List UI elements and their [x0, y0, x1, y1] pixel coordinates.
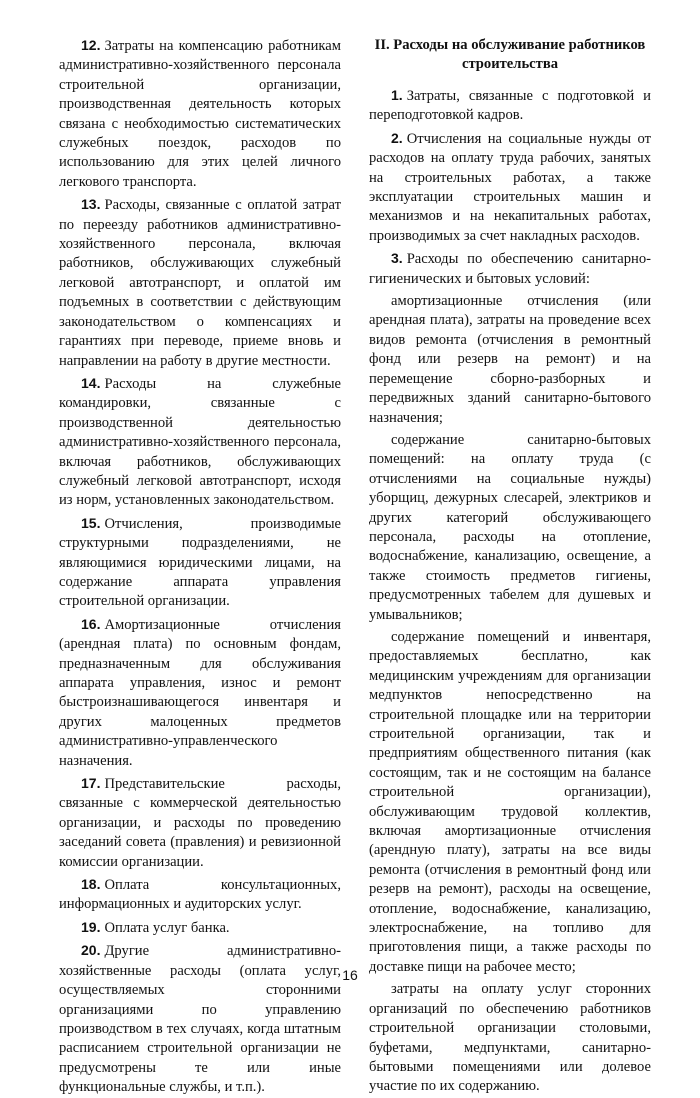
item-text: Расходы на служебные командировки, связанные с производственной деятельностью административно-хозяйственного персонала, включая работников, обслуживающих служебный легковой автотранспорт, исходя из норм, установленных законодательством.	[59, 375, 341, 509]
section-item-3	[369, 249, 651, 289]
item-number: 12.	[81, 37, 101, 53]
item-13	[59, 195, 341, 371]
item-text: Оплата консультационных, информационных и аудиторских услуг.	[59, 877, 341, 913]
item-number: 3.	[391, 250, 403, 267]
right-column	[369, 36, 651, 1097]
item-number: 15.	[81, 514, 101, 531]
subparagraph: содержание помещений и инвентаря, предоставляемых бесплатно, как медицинским учреждениям для организации медпунктов непосредственно на строительной площадке или на территории строительной организации, так и предприятиям общественного питания (как состоящим, так и не состоящим на балансе строительной организации), обслуживающим трудовой коллектив, включая амортизационные отчисления (арендную плату), затраты на все виды ремонта (отчисления в ремонтный фонд или резерв на ремонт), расходы на освещение, отопление, водоснабжение, канализацию, электроснабжение, на топливо для приготовления пищи, а также расходы по доставке пищи на рабочее место;	[369, 628, 651, 975]
item-text: Амортизационные отчисления (арендная плата) по основным фондам, предназначенным для обслуживания аппарата управления, износ и ремонт быстроизнашивающегося инвентаря и других малоценных предметов административно-управленческого назначения.	[59, 616, 341, 769]
subparagraph: амортизационные отчисления (или арендная плата), затраты на проведение всех видов ремонта (отчисления в ремонтный фонд или резерв на ремонт) и на перемещение сборно-разборных и передвижных зданий санитарно-бытового назначения;	[369, 293, 651, 426]
item-number: 1.	[391, 87, 403, 103]
item-number: 16.	[81, 615, 101, 632]
item-text: Отчисления, производимые структурными подразделениями, не являющимися юридическими лицами, на содержание аппарата управления строительной организации.	[59, 515, 341, 610]
item-16	[59, 615, 341, 771]
item-text: Затраты, связанные с подготовкой и переподготовкой кадров.	[369, 88, 651, 124]
subparagraph: затраты на оплату услуг сторонних организаций по обеспечению работников строительной организации столовыми, буфетами, медпунктами, санитарно-бытовыми помещениями или долевое участие по их содержанию.	[369, 981, 651, 1095]
item-20	[59, 941, 341, 1097]
left-column	[59, 36, 341, 1098]
section-title: II. Расходы на обслуживание работников строительства	[374, 37, 646, 72]
item-number: 18.	[81, 876, 101, 893]
item-15	[59, 514, 341, 612]
page-number: 16	[342, 967, 358, 983]
item-17	[59, 774, 341, 872]
item-number: 17.	[81, 775, 101, 792]
section-item-2	[369, 129, 651, 246]
item-19	[59, 918, 341, 938]
item-text: Затраты на компенсацию работникам административно-хозяйственного персонала строительной организации, производственная деятельность которых связана с необходимостью систематических служебных поездок, расходов по использованию для этих целей личного легкового транспорта.	[59, 38, 341, 190]
item-number: 20.	[81, 942, 101, 959]
item-18	[59, 875, 341, 915]
subparagraph: содержание санитарно-бытовых помещений: на оплату труда (с отчислениями на социальные нужды) уборщиц, дежурных слесарей, электриков и других категорий обслуживающего персонала, расходы на отопление, водоснабжение, канализацию, освещение, а также стоимость предметов гигиены, предусмотренных табелем для душевых и умывальников;	[369, 431, 651, 623]
item-number: 14.	[81, 374, 101, 391]
section-item-1	[369, 86, 651, 126]
item-text: Расходы по обеспечению санитарно-гигиенических и бытовых условий:	[369, 251, 651, 287]
item-text: Представительские расходы, связанные с коммерческой деятельностью организации, и расходы по проведению заседаний совета (правления) и ревизионной комиссии организации.	[59, 776, 341, 870]
item-number: 2.	[391, 129, 403, 146]
item-text: Расходы, связанные с оплатой затрат по переезду работников административно-хозяйственного персонала, включая работников, обслуживающих служебный легковой автотранспорт, и оплатой им подъемных в соответствии с действующим законодательством о компенсациях и гарантиях при переводе, приеме вновь и направлении на работу в другие местности.	[59, 197, 341, 369]
item-12	[59, 36, 341, 192]
item-number: 13.	[81, 196, 101, 213]
item-text: Оплата услуг банка.	[104, 919, 230, 936]
item-text: Отчисления на социальные нужды от расходов на оплату труда рабочих, занятых на строительных работах, а также эксплуатации строительных машин и механизмов и на некапитальных работах, производимых за счет накладных расходов.	[369, 130, 651, 244]
item-14	[59, 374, 341, 511]
item-number: 19.	[81, 918, 101, 935]
item-text: Другие административно-хозяйственные расходы (оплата услуг, осуществляемых сторонними организациями по управлению производством в тех случаях, когда штатным расписанием строительной организации не предусмотрены те или иные функциональные службы, и т.п.).	[59, 943, 341, 1096]
